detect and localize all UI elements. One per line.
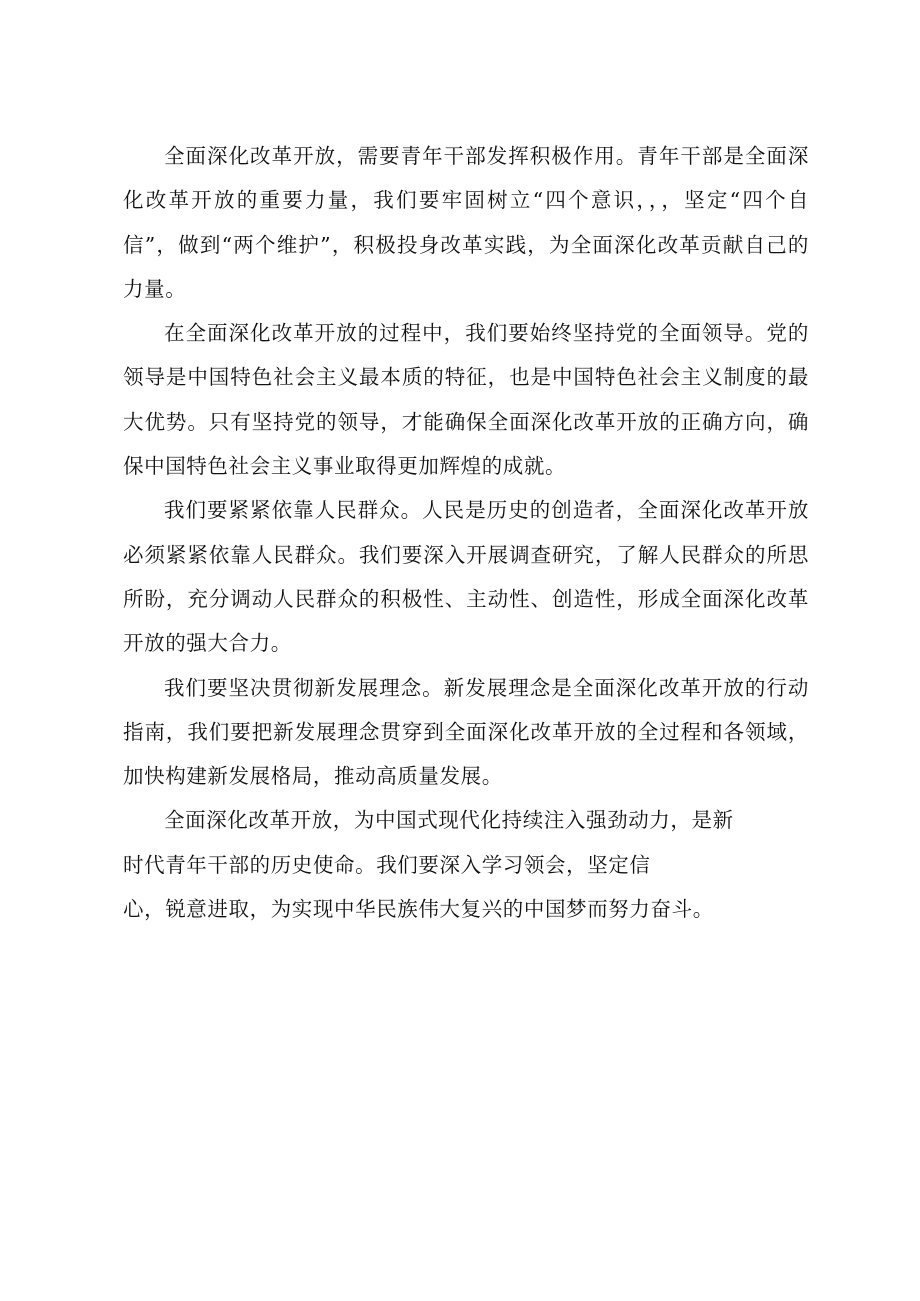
paragraph-3: 我们要紧紧依靠人民群众。人民是历史的创造者，全面深化改革开放必须紧紧依靠人民群众。我们要深入开展调查研究，了解人民群众的所思所盼，充分调动人民群众的积极性、主动性、创造性，形成全面深化改革开放的强大合力。	[123, 498, 809, 656]
paragraph-5-line-2: 时代青年干部的历史使命。我们要深入学习领会，坚定信	[123, 852, 651, 877]
paragraph-5-line-1: 全面深化改革开放，为中国式现代化持续注入强劲动力，是新	[164, 808, 734, 833]
paragraph-1: 全面深化改革开放，需要青年干部发挥积极作用。青年干部是全面深化改革开放的重要力量，我们要牢固树立“四个意识，，，坚定“四个自信”，做到“两个维护”，积极投身改革实践，为全面深化改革贡献自己的力量。	[123, 144, 809, 301]
paragraph-4: 我们要坚决贯彻新发展理念。新发展理念是全面深化改革开放的行动指南，我们要把新发展理念贯穿到全面深化改革开放的全过程和各领域，加快构建新发展格局，推动高质量发展。	[123, 675, 809, 789]
paragraph-2: 在全面深化改革开放的过程中，我们要始终坚持党的全面领导。党的领导是中国特色社会主义最本质的特征，也是中国特色社会主义制度的最大优势。只有坚持党的领导，才能确保全面深化改革开放的正确方向，确保中国特色社会主义事业取得更加辉煌的成就。	[123, 321, 809, 479]
document-body	[123, 134, 809, 931]
paragraph-5-line-3: 心，锐意进取，为实现中华民族伟大复兴的中国梦而努力奋斗。	[123, 897, 714, 922]
paragraph-5	[123, 798, 809, 931]
